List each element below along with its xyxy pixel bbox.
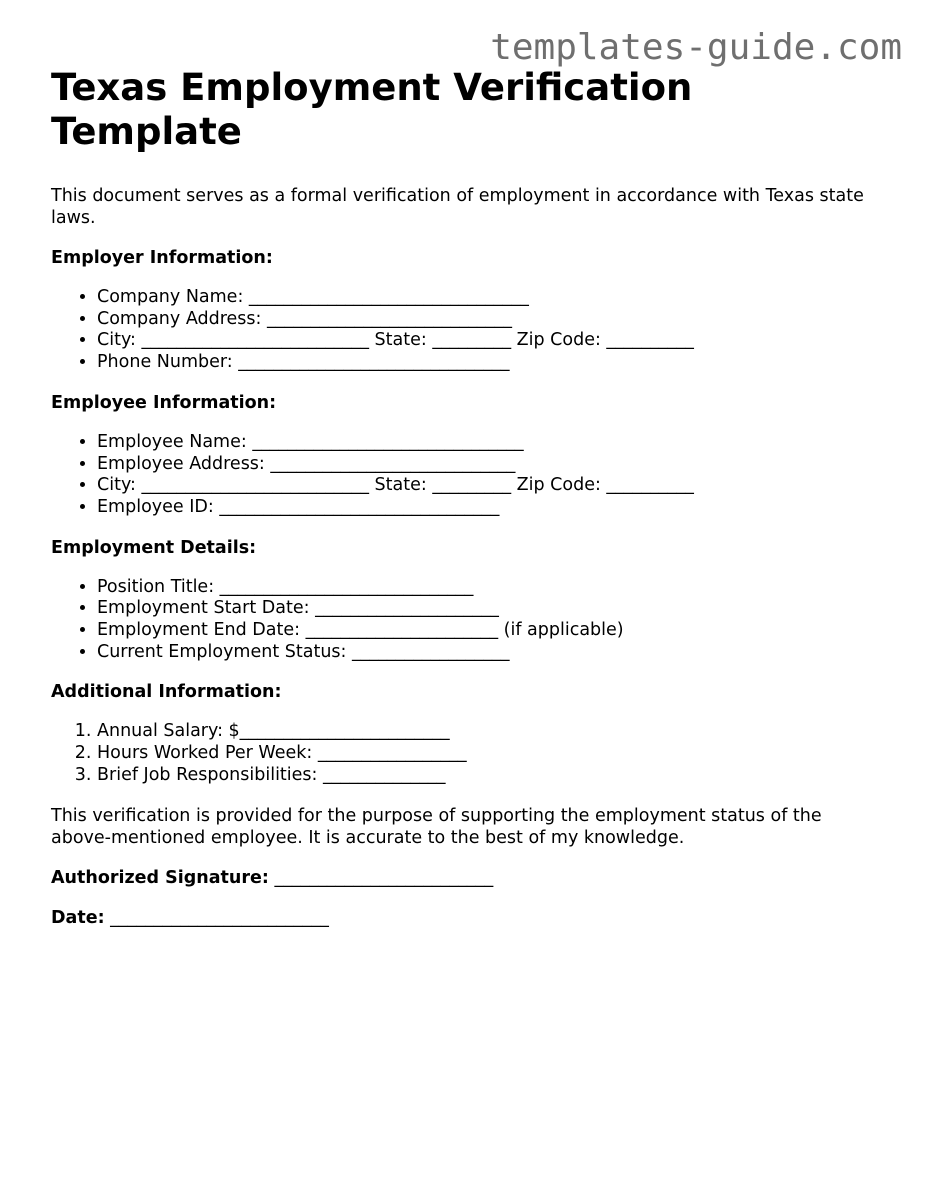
list-item: • Employee Name: _______________________________ (97, 432, 871, 454)
additional-list (51, 721, 871, 786)
intro-paragraph: This document serves as a formal verification of employment in accordance with Texas state laws. (51, 186, 864, 228)
signature-blank: _________________________ (268, 867, 494, 888)
list-item: 3. Brief Job Responsibilities: ______________ (97, 765, 871, 787)
employer-heading: Employer Information: (51, 248, 273, 268)
list-item: • City: __________________________ State: _________ Zip Code: __________ (97, 330, 871, 352)
list-item: • Employee Address: ____________________________ (97, 454, 871, 476)
list-item: • Company Address: ____________________________ (97, 309, 871, 331)
list-item: • Employment End Date: ______________________ (if applicable) (97, 620, 871, 642)
list-item: 1. Annual Salary: $________________________ (97, 721, 871, 743)
list-item: • Phone Number: _______________________________ (97, 352, 871, 374)
list-item: • Employee ID: ________________________________ (97, 497, 871, 519)
list-item: • City: __________________________ State: _________ Zip Code: __________ (97, 475, 871, 497)
employer-list (51, 287, 871, 374)
date-blank: _________________________ (104, 907, 329, 928)
date-line (51, 907, 871, 929)
signature-label: Authorized Signature: (51, 867, 269, 888)
additional-heading: Additional Information: (51, 682, 282, 703)
employment-list (51, 577, 871, 664)
employment-heading: Employment Details: (51, 537, 257, 558)
closing-paragraph: This verification is provided for the purpose of supporting the employment status of the above-mentioned employee. It is accurate to the best of my knowledge. (51, 805, 822, 848)
date-label: Date: (51, 907, 105, 928)
signature-line (51, 867, 871, 889)
employee-list (51, 432, 871, 519)
list-item: • Current Employment Status: __________________ (97, 642, 871, 664)
page-title: Texas Employment Verification Template (51, 66, 693, 153)
employee-heading: Employee Information: (51, 392, 277, 413)
document (51, 66, 871, 929)
list-item: • Position Title: _____________________________ (97, 577, 871, 599)
list-item: • Employment Start Date: _____________________ (97, 598, 871, 620)
watermark: templates-guide.com (490, 27, 902, 68)
list-item: 2. Hours Worked Per Week: _________________ (97, 743, 871, 765)
list-item: • Company Name: ________________________________ (97, 287, 871, 309)
